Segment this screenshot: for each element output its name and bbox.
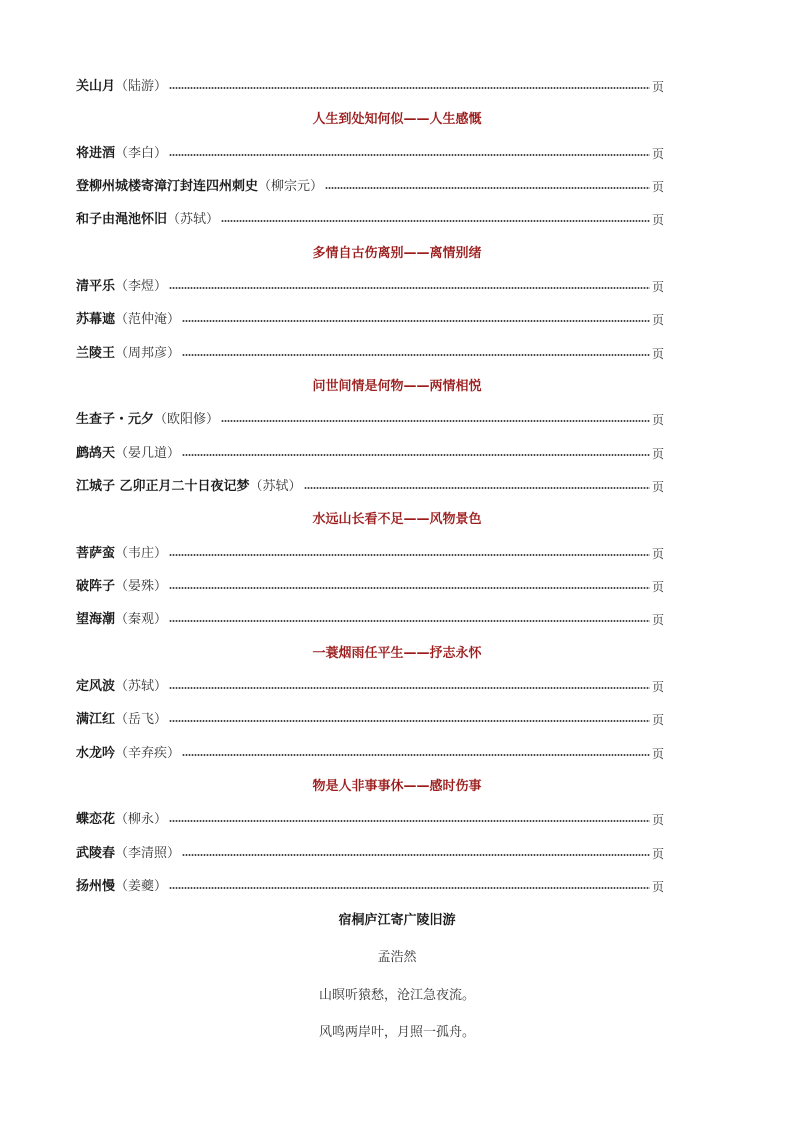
toc-entry[interactable]	[76, 77, 664, 97]
toc-entry[interactable]	[76, 310, 664, 330]
section-heading: 水远山长看不足——风物景色	[312, 512, 482, 527]
entry-title: 将进酒	[76, 146, 116, 161]
entry-title: 生查子・元夕	[76, 412, 155, 427]
entry-author: （韦庄）	[115, 546, 168, 561]
toc-entry[interactable]	[76, 544, 664, 564]
dot-leader	[182, 454, 650, 456]
entry-title: 定风波	[76, 679, 116, 694]
page-number: 页	[651, 480, 664, 494]
dot-leader	[169, 154, 650, 156]
dot-leader	[182, 354, 650, 356]
dot-leader	[169, 887, 650, 889]
page-number: 页	[651, 547, 664, 561]
entry-author: （苏轼）	[249, 479, 302, 494]
dot-leader	[169, 687, 650, 689]
page-number: 页	[651, 613, 664, 627]
dot-leader	[221, 220, 650, 222]
dot-leader	[182, 754, 650, 756]
entry-author: （苏轼）	[167, 212, 220, 227]
page-number: 页	[651, 680, 664, 694]
page-number: 页	[651, 80, 664, 94]
toc-entry[interactable]	[76, 710, 664, 730]
entry-title: 扬州慢	[76, 879, 116, 894]
page-number: 页	[651, 413, 664, 427]
poem-line: 山暝听猿愁，沧江急夜流。	[318, 988, 475, 1003]
entry-author: （晏几道）	[115, 446, 181, 461]
page-number: 页	[651, 747, 664, 761]
toc-entry[interactable]	[76, 477, 664, 497]
dot-leader	[325, 187, 650, 189]
toc-entry[interactable]	[76, 577, 664, 597]
entry-title: 苏幕遮	[76, 312, 116, 327]
section-heading: 人生到处知何似——人生感慨	[312, 112, 482, 127]
entry-author: （柳永）	[115, 812, 168, 827]
page-number: 页	[651, 847, 664, 861]
entry-title: 菩萨蛮	[76, 546, 116, 561]
entry-author: （姜夔）	[115, 879, 168, 894]
entry-title: 蝶恋花	[76, 812, 116, 827]
page-number: 页	[651, 880, 664, 894]
entry-title: 江城子 乙卯正月二十日夜记梦	[76, 479, 250, 494]
toc-entry[interactable]	[76, 210, 664, 230]
page-number: 页	[651, 180, 664, 194]
section-heading: 问世间情是何物——两情相悦	[312, 379, 482, 394]
toc-entry[interactable]	[76, 744, 664, 764]
entry-title: 关山月	[76, 79, 116, 94]
entry-author: （欧阳修）	[154, 412, 220, 427]
page-number: 页	[651, 280, 664, 294]
page-number: 页	[651, 313, 664, 327]
entry-author: （李清照）	[115, 846, 181, 861]
entry-author: （柳宗元）	[258, 179, 324, 194]
toc-entry[interactable]	[76, 677, 664, 697]
entry-author: （晏殊）	[115, 579, 168, 594]
entry-author: （苏轼）	[115, 679, 168, 694]
dot-leader	[169, 620, 650, 622]
entry-author: （岳飞）	[115, 712, 168, 727]
entry-title: 清平乐	[76, 279, 116, 294]
poem-title: 宿桐庐江寄广陵旧游	[338, 913, 456, 928]
dot-leader	[169, 720, 650, 722]
entry-author: （李白）	[115, 146, 168, 161]
section-heading: 一蓑烟雨任平生——抒志永怀	[312, 646, 482, 661]
entry-author: （李煜）	[115, 279, 168, 294]
entry-title: 破阵子	[76, 579, 116, 594]
toc-entry[interactable]	[76, 444, 664, 464]
entry-title: 望海潮	[76, 612, 116, 627]
dot-leader	[169, 587, 650, 589]
entry-author: （秦观）	[115, 612, 168, 627]
page-number: 页	[651, 447, 664, 461]
toc-entry[interactable]	[76, 844, 664, 864]
dot-leader	[182, 854, 650, 856]
entry-title: 和子由渑池怀旧	[76, 212, 168, 227]
toc-entry[interactable]	[76, 144, 664, 164]
entry-author: （周邦彦）	[115, 346, 181, 361]
entry-author: （陆游）	[115, 79, 168, 94]
toc-entry[interactable]	[76, 177, 664, 197]
toc-entry[interactable]	[76, 410, 664, 430]
entry-title: 兰陵王	[76, 346, 116, 361]
entry-author: （辛弃疾）	[115, 746, 181, 761]
dot-leader	[169, 287, 650, 289]
page-number: 页	[651, 580, 664, 594]
page-number: 页	[651, 713, 664, 727]
dot-leader	[169, 820, 650, 822]
section-heading: 多情自古伤离别——离情别绪	[312, 246, 482, 261]
toc-entry[interactable]	[76, 810, 664, 830]
dot-leader	[304, 487, 650, 489]
dot-leader	[221, 420, 650, 422]
toc-entry[interactable]	[76, 877, 664, 897]
dot-leader	[182, 320, 650, 322]
section-heading: 物是人非事事休——感时伤事	[312, 779, 482, 794]
entry-title: 水龙吟	[76, 746, 116, 761]
entry-title: 登柳州城楼寄漳汀封连四州刺史	[76, 179, 259, 194]
dot-leader	[169, 87, 650, 89]
page-number: 页	[651, 813, 664, 827]
dot-leader	[169, 554, 650, 556]
page-number: 页	[651, 213, 664, 227]
entry-title: 满江红	[76, 712, 116, 727]
entry-title: 鹧鸪天	[76, 446, 116, 461]
entry-title: 武陵春	[76, 846, 116, 861]
poem-line: 风鸣两岸叶，月照一孤舟。	[318, 1025, 475, 1040]
page-number: 页	[651, 147, 664, 161]
entry-author: （范仲淹）	[115, 312, 181, 327]
page-number: 页	[651, 347, 664, 361]
toc-entry[interactable]	[76, 610, 664, 630]
toc-entry[interactable]	[76, 277, 664, 297]
toc-entry[interactable]	[76, 344, 664, 364]
poem-author: 孟浩然	[377, 950, 417, 965]
